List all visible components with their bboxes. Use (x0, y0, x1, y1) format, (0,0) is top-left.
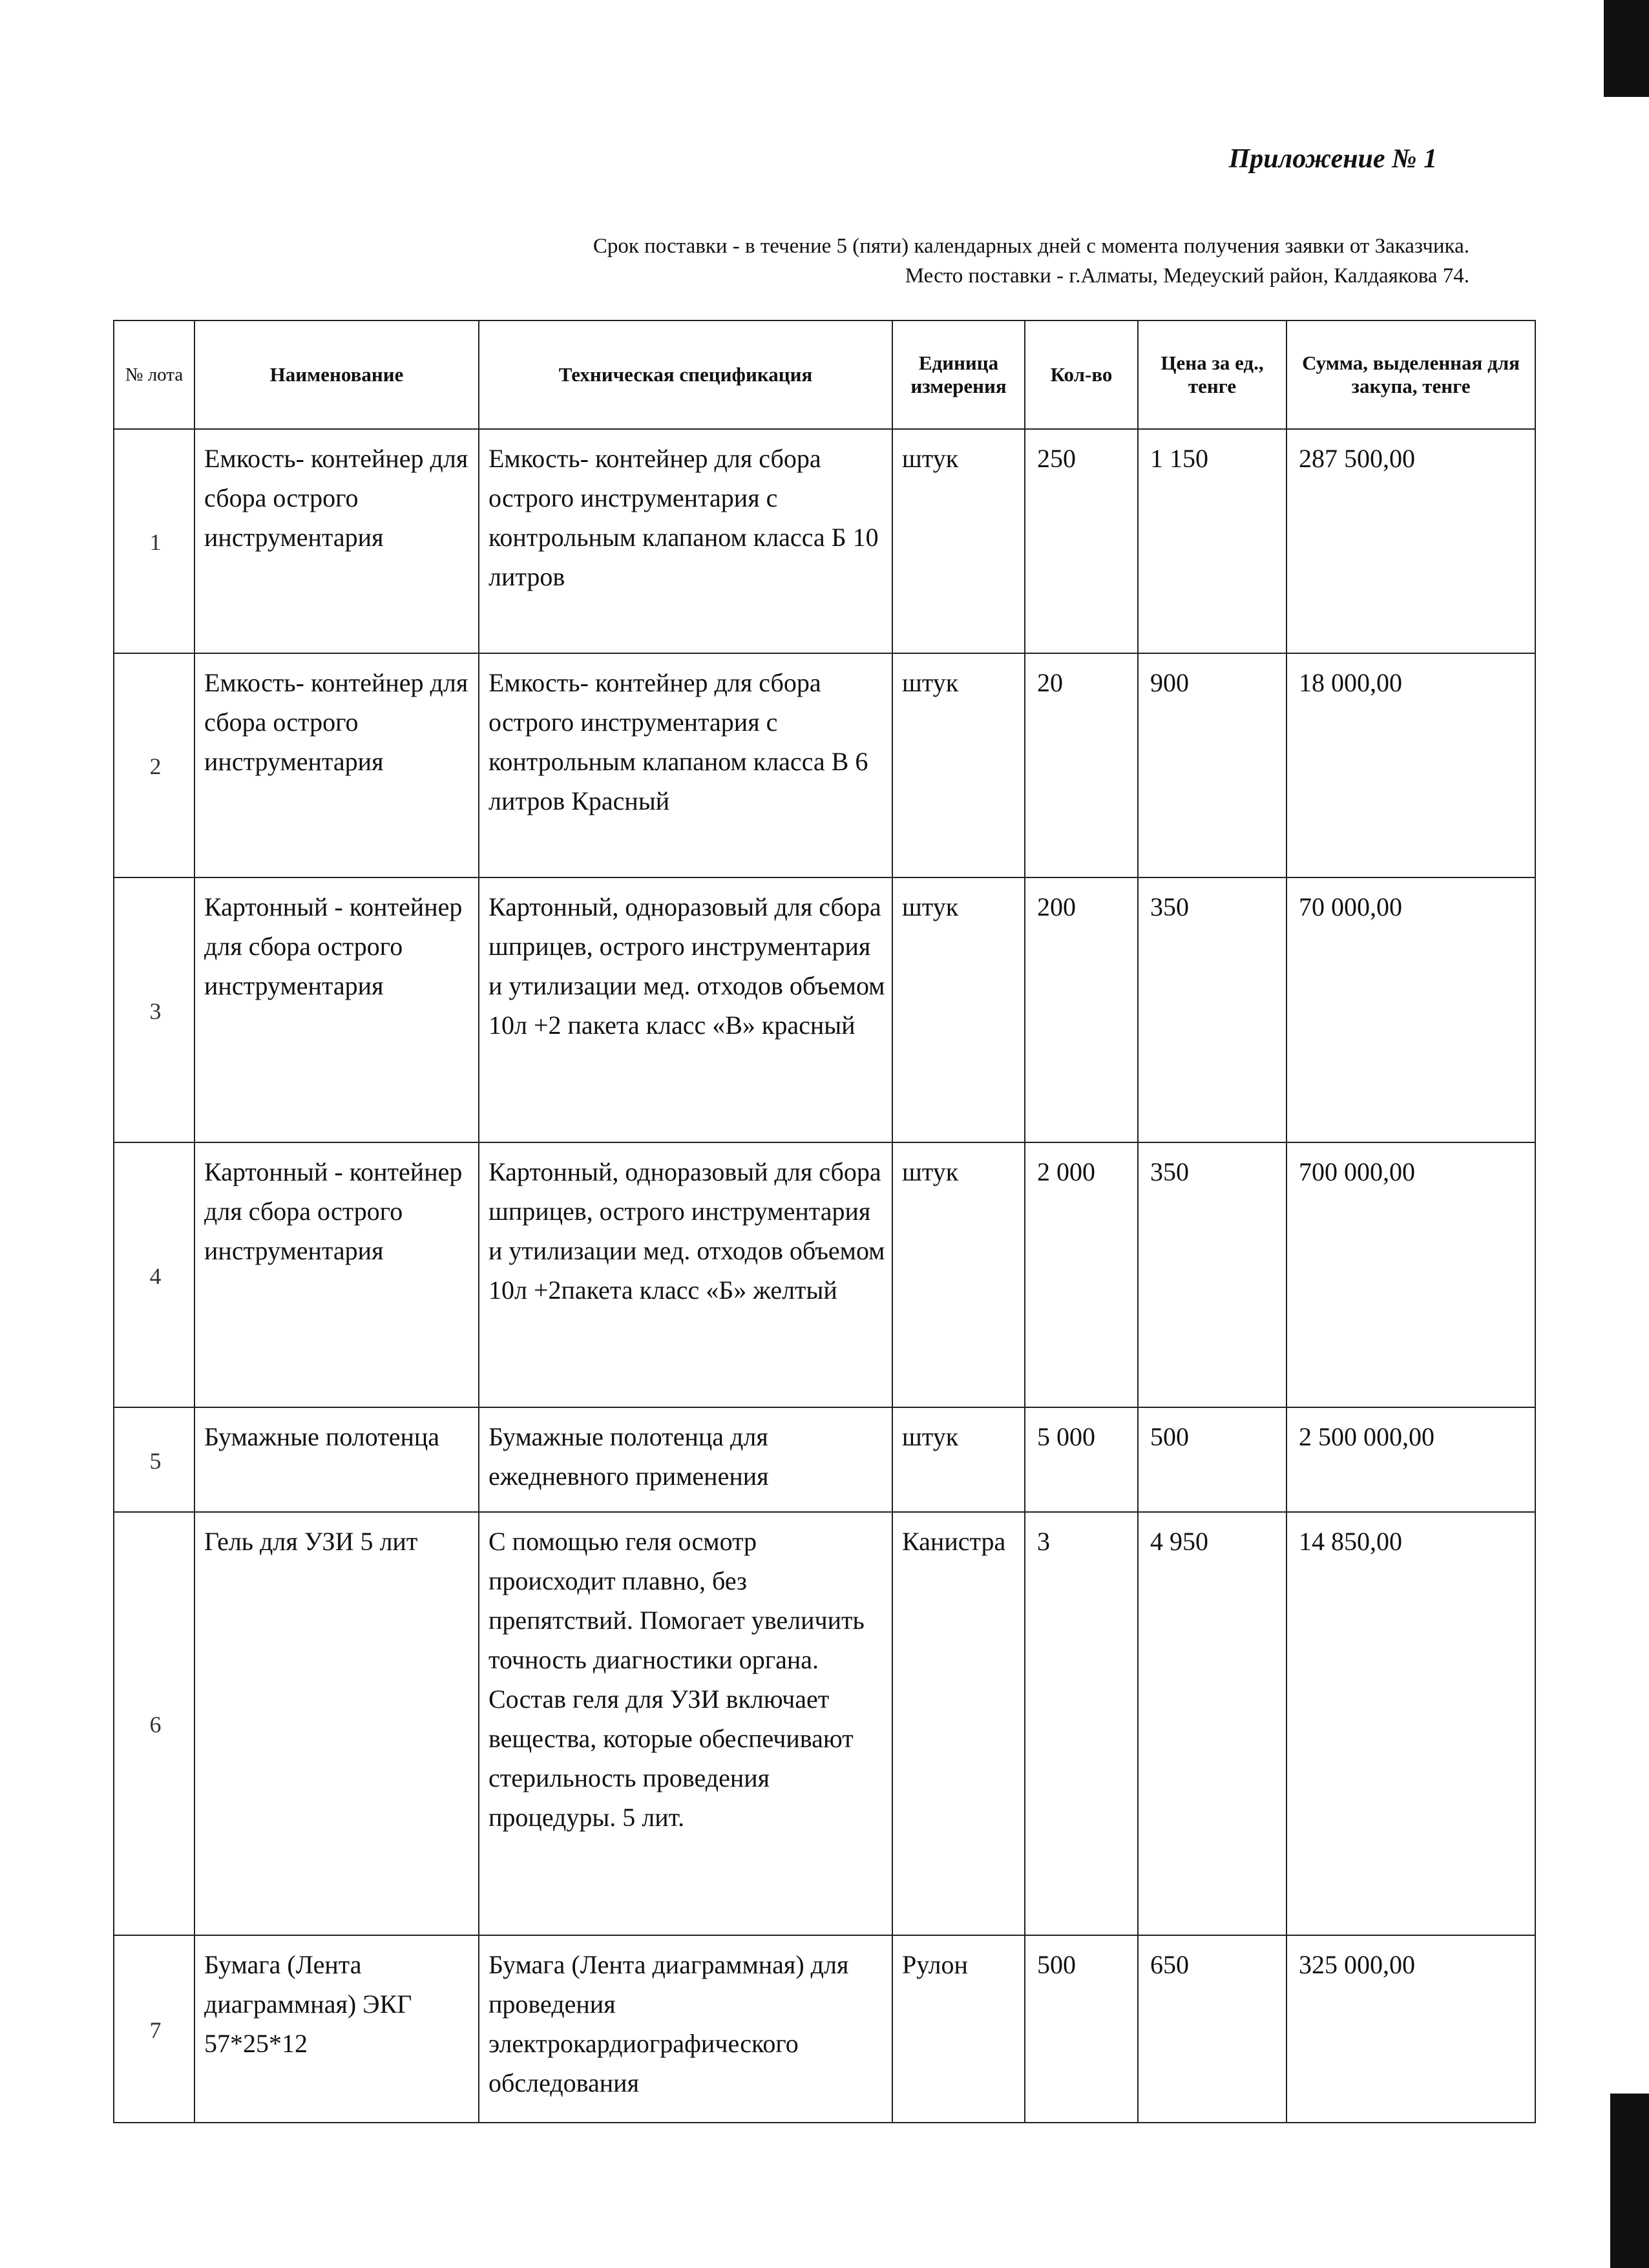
item-sum: 700 000,00 (1287, 1142, 1535, 1407)
item-sum: 287 500,00 (1287, 429, 1535, 653)
item-price: 1 150 (1138, 429, 1287, 653)
item-name: Картонный - контейнер для сбора острого инструментария (194, 877, 479, 1142)
delivery-place: Место поставки - г.Алматы, Медеуский район, Калдаякова 74. (905, 264, 1469, 288)
item-name: Емкость- контейнер для сбора острого инструментария (194, 653, 479, 877)
item-price: 900 (1138, 653, 1287, 877)
header-spec: Техническая спецификация (479, 320, 892, 429)
item-sum: 325 000,00 (1287, 1935, 1535, 2123)
lot-number: 6 (114, 1512, 194, 1935)
item-price: 500 (1138, 1407, 1287, 1512)
item-sum: 14 850,00 (1287, 1512, 1535, 1935)
item-unit: Канистра (892, 1512, 1025, 1935)
table-row (114, 877, 1535, 1142)
item-unit: штук (892, 877, 1025, 1142)
header-lot: № лота (114, 320, 194, 429)
item-qty: 250 (1025, 429, 1138, 653)
scan-edge-mark-bottom (1610, 2094, 1649, 2268)
scan-edge-mark-top (1604, 0, 1649, 97)
lot-number: 7 (114, 1935, 194, 2123)
item-name: Бумажные полотенца (194, 1407, 479, 1512)
item-qty: 20 (1025, 653, 1138, 877)
table-row (114, 1935, 1535, 2123)
item-price: 350 (1138, 1142, 1287, 1407)
item-unit: штук (892, 1142, 1025, 1407)
item-spec: Картонный, одноразовый для сбора шприцев, острого инструментария и утилизации мед. отходов объемом 10л +2 пакета класс «В» красный (479, 877, 892, 1142)
delivery-term: Срок поставки - в течение 5 (пяти) календарных дней с момента получения заявки от Заказчика. (593, 235, 1469, 258)
item-qty: 2 000 (1025, 1142, 1138, 1407)
item-spec: Бумажные полотенца для ежедневного применения (479, 1407, 892, 1512)
item-spec: Картонный, одноразовый для сбора шприцев, острого инструментария и утилизации мед. отходов объемом 10л +2пакета класс «Б» желтый (479, 1142, 892, 1407)
item-sum: 2 500 000,00 (1287, 1407, 1535, 1512)
appendix-label: Приложение № 1 (1228, 144, 1437, 174)
item-spec: Емкость- контейнер для сбора острого инструментария с контрольным клапаном класса В 6 литров Красный (479, 653, 892, 877)
item-unit: штук (892, 1407, 1025, 1512)
item-price: 650 (1138, 1935, 1287, 2123)
lot-number: 1 (114, 429, 194, 653)
header-name: Наименование (194, 320, 479, 429)
lot-number: 5 (114, 1407, 194, 1512)
item-name: Картонный - контейнер для сбора острого инструментария (194, 1142, 479, 1407)
item-unit: Рулон (892, 1935, 1025, 2123)
item-price: 350 (1138, 877, 1287, 1142)
header-sum: Сумма, выделенная для закупа, тенге (1287, 320, 1535, 429)
item-unit: штук (892, 653, 1025, 877)
table-row (114, 653, 1535, 877)
item-sum: 70 000,00 (1287, 877, 1535, 1142)
delivery-terms (593, 231, 1469, 291)
header-qty: Кол-во (1025, 320, 1138, 429)
table-row (114, 429, 1535, 653)
item-price: 4 950 (1138, 1512, 1287, 1935)
item-name: Гель для УЗИ 5 лит (194, 1512, 479, 1935)
header-price: Цена за ед., тенге (1138, 320, 1287, 429)
item-qty: 5 000 (1025, 1407, 1138, 1512)
lot-number: 3 (114, 877, 194, 1142)
table-row (114, 1512, 1535, 1935)
header-unit: Единица измерения (892, 320, 1025, 429)
item-qty: 200 (1025, 877, 1138, 1142)
item-name: Емкость- контейнер для сбора острого инструментария (194, 429, 479, 653)
lot-number: 2 (114, 653, 194, 877)
item-spec: Бумага (Лента диаграммная) для проведения электрокардиографического обследования (479, 1935, 892, 2123)
lot-number: 4 (114, 1142, 194, 1407)
table-row (114, 1142, 1535, 1407)
item-name: Бумага (Лента диаграммная) ЭКГ 57*25*12 (194, 1935, 479, 2123)
item-spec: С помощью геля осмотр происходит плавно, без препятствий. Помогает увеличить точность диагностики органа. Состав геля для УЗИ включает вещества, которые обеспечивают стерильность проведения процедуры. 5 лит. (479, 1512, 892, 1935)
item-sum: 18 000,00 (1287, 653, 1535, 877)
specification-table (113, 320, 1536, 2123)
item-spec: Емкость- контейнер для сбора острого инструментария с контрольным клапаном класса Б 10 литров (479, 429, 892, 653)
table-header-row (114, 320, 1535, 429)
item-qty: 500 (1025, 1935, 1138, 2123)
item-qty: 3 (1025, 1512, 1138, 1935)
table-row (114, 1407, 1535, 1512)
item-unit: штук (892, 429, 1025, 653)
